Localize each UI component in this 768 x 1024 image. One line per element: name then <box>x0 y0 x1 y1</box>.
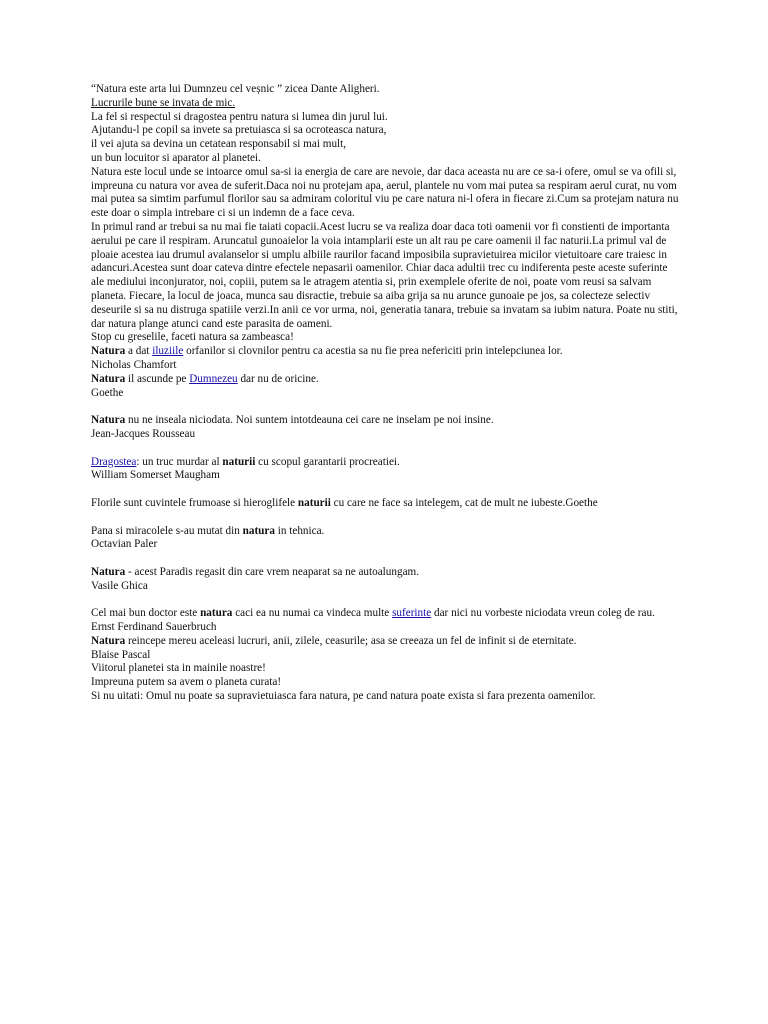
quote-8-text-b: caci ea nu numai ca vindeca multe <box>232 607 393 620</box>
quote-2-text-a: il ascunde pe <box>125 372 190 385</box>
spacer <box>91 552 681 566</box>
quote-1-author: Nicholas Chamfort <box>91 358 177 371</box>
link-dumnezeu[interactable]: Dumnezeu <box>189 372 238 385</box>
quote-2-bold: Natura <box>91 372 126 385</box>
link-dragostea[interactable]: Dragostea <box>91 455 137 468</box>
quote-6-text-b: in tehnica. <box>274 524 325 537</box>
quote-2-text-b: dar nu de oricine. <box>237 372 319 385</box>
spacer <box>91 511 681 525</box>
quote-5-bold: naturii <box>297 496 331 509</box>
quote-6-author: Octavian Paler <box>91 538 158 551</box>
paragraph-2: In primul rand ar trebui sa nu mai fie taiati copacii.Acest lucru se va realiza doar daca toti oamenii vor fi constienti de importanta aerului pe care il respiram. Aruncatul gunoaielor la voia intamplarii este un alt rau pe care oamenii il fac naturii.La primul val de ploaie acestea iau drumul avalanselor si umplu albiile raurilor facand imposibila supravietuirea micilor vietuitoare care traiesc in adancuri.Acestea sunt doar cateva dintre efectele nepasarii oamenilor. Chiar daca adultii trec cu indiferenta peste aceste suferinte ale mediului inconjurator, noi, copiii, putem sa le atragem atentia si, prin exemplele oferite de noi, poate vom reusi sa salvam planeta. Fiecare, la locul de joaca, munca sau disractie, trebuie sa aiba grija sa nu arunce gunoaie pe jos, sa colecteze selectiv deseurile si sa nu distruga spatiile verzi.In anii ce vor urma, noi, generatia tanara, trebuie sa invatam sa iubim natura. Poate nu stiti, dar natura plange atunci cand este parasita de oameni. <box>91 220 678 330</box>
quote-5-text-a: Florile sunt cuvintele frumoase si hieroglifele <box>91 496 298 509</box>
quote-7-author: Vasile Ghica <box>91 579 148 592</box>
quote-9 <box>91 635 681 649</box>
quote-8 <box>91 607 681 621</box>
quote-4-text-b: cu scopul garantarii procreatiei. <box>255 455 400 468</box>
intro-line-3: il vei ajuta sa devina un cetatean responsabil si mai mult, <box>91 138 347 151</box>
link-suferinte[interactable]: suferinte <box>392 607 432 620</box>
quote-7 <box>91 566 681 580</box>
quote-6-bold: natura <box>242 524 275 537</box>
quote-4-author: William Somerset Maugham <box>91 469 220 482</box>
quote-9-author: Blaise Pascal <box>91 648 151 661</box>
underlined-heading: Lucrurile bune se invata de mic. <box>91 96 236 109</box>
quote-4-bold: naturii <box>222 455 256 468</box>
quote-1-text-a: a dat <box>125 345 153 358</box>
quote-4-text-a: : un truc murdar al <box>136 455 223 468</box>
quote-8-text-a: Cel mai bun doctor este <box>91 607 201 620</box>
quote-2-author: Goethe <box>91 386 124 399</box>
quote-4 <box>91 456 681 470</box>
quote-8-bold: natura <box>200 607 233 620</box>
link-iluziile[interactable]: iluziile <box>152 345 184 358</box>
quote-1 <box>91 345 681 359</box>
document-page <box>91 83 681 704</box>
quote-3 <box>91 414 681 428</box>
quote-3-bold: Natura <box>91 414 126 427</box>
spacer <box>91 400 681 414</box>
stop-line: Stop cu greselile, faceti natura sa zambeasca! <box>91 331 294 344</box>
quote-1-bold: Natura <box>91 345 126 358</box>
intro-line-4: un bun locuitor si aparator al planetei. <box>91 151 261 164</box>
closing-line-1: Viitorul planetei sta in mainile noastre! <box>91 662 266 675</box>
closing-line-2: Impreuna putem sa avem o planeta curata! <box>91 676 282 689</box>
quote-7-bold: Natura <box>91 565 126 578</box>
quote-5-text-b: cu care ne face sa intelegem, cat de mult ne iubeste.Goethe <box>330 496 598 509</box>
quote-6 <box>91 525 681 539</box>
opening-quote: “Natura este arta lui Dumnzeu cel veșnic ” zicea Dante Aligheri. <box>91 83 380 95</box>
spacer <box>91 442 681 456</box>
spacer <box>91 483 681 497</box>
quote-1-text-b: orfanilor si clovnilor pentru ca acestia sa nu fie prea nefericiti prin intelepciunea lor. <box>183 345 563 358</box>
paragraph-1: Natura este locul unde se intoarce omul sa-si ia energia de care are nevoie, dar daca aceasta nu are ce sa-i ofere, omul se va ofili si, impreuna cu natura vor avea de suferit.Daca noi nu protejam apa, aerul, plantele nu vom mai putea sa respiram aerul curat, nu vom mai putea sa simtim parfumul florilor sau sa admiram coloritul viu pe care natura ni-l ofera in fiecare zi.Cum sa protejam natura nu este doar o simpla intrebare ci si un indemn de a face ceva. <box>91 165 679 220</box>
quote-7-text: - acest Paradis regasit din care vrem neaparat sa ne autoalungam. <box>125 565 420 578</box>
quote-6-text-a: Pana si miracolele s-au mutat din <box>91 524 243 537</box>
closing-line-3: Si nu uitati: Omul nu poate sa supravietuiasca fara natura, pe cand natura poate exista si fara prezenta oamenilor. <box>91 690 596 703</box>
quote-3-text: nu ne inseala niciodata. Noi suntem intotdeauna cei care ne inselam pe noi insine. <box>125 414 494 427</box>
spacer <box>91 593 681 607</box>
quote-5 <box>91 497 681 511</box>
quote-9-bold: Natura <box>91 634 126 647</box>
intro-line-2: Ajutandu-l pe copil sa invete sa pretuiasca si sa ocroteasca natura, <box>91 124 387 137</box>
quote-3-author: Jean-Jacques Rousseau <box>91 427 196 440</box>
intro-line-1: La fel si respectul si dragostea pentru natura si lumea din jurul lui. <box>91 110 388 123</box>
quote-8-author: Ernst Ferdinand Sauerbruch <box>91 621 217 634</box>
quote-2 <box>91 373 681 387</box>
quote-8-text-c: dar nici nu vorbeste niciodata vreun coleg de rau. <box>431 607 655 620</box>
quote-9-text: reincepe mereu aceleasi lucruri, anii, zilele, ceasurile; asa se creeaza un fel de infinit si de eternitate. <box>125 634 577 647</box>
